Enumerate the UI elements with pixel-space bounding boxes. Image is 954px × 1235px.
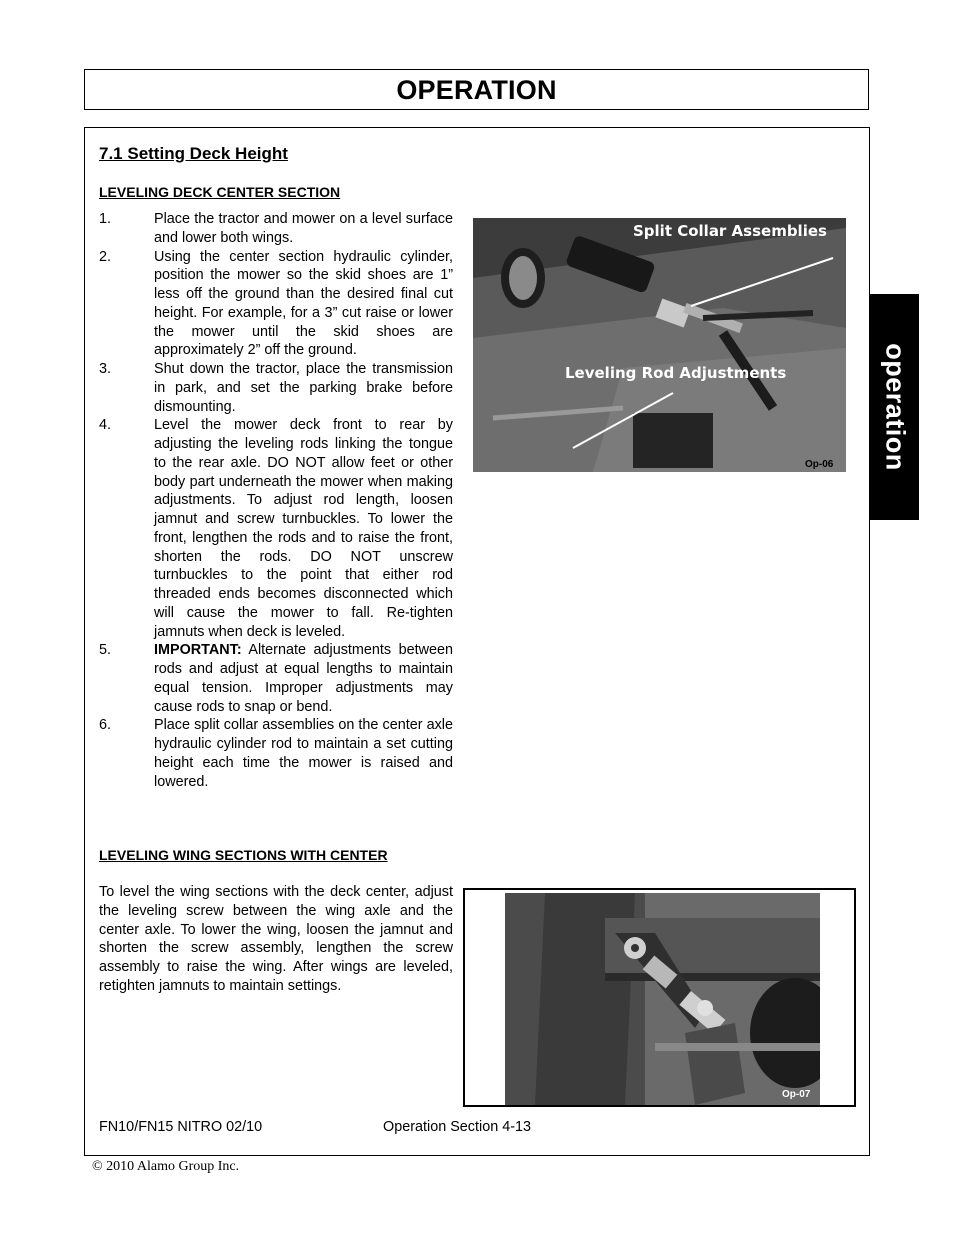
- figure-op07-code: Op-07: [782, 1089, 811, 1100]
- step-item: [99, 416, 453, 641]
- step-text: Shut down the tractor, place the transmission in park, and set the parking brake before dismounting.: [154, 361, 453, 415]
- step-text: Place the tractor and mower on a level surface and lower both wings.: [154, 211, 453, 246]
- step-text: Level the mower deck front to rear by adjusting the leveling rods linking the tongue to the rear axle. DO NOT allow feet or other body part underneath the mower when making adjustments. To adjust rod length, loosen jamnut and screw turnbuckles. To lower the front, lengthen the rods and to raise the front, shorten the rods. DO NOT unscrew turnbuckles to the point that either rod threaded ends becomes disconnected which will cause the mower to fall. Re-tighten jamnuts when deck is leveled.: [154, 417, 453, 640]
- step-item: [99, 641, 453, 716]
- step-item: [99, 360, 453, 416]
- figure-op06-photo: [473, 218, 846, 472]
- step-item: [99, 210, 453, 248]
- figure-op06-label-mid: Leveling Rod Adjustments: [565, 364, 787, 382]
- step-number: 2.: [99, 248, 112, 265]
- footer-page: Operation Section 4-13: [383, 1119, 531, 1135]
- step-text: Place split collar assemblies on the center axle hydraulic cylinder rod to maintain a set cutting height each time the mower is raised and lowered.: [154, 717, 453, 790]
- step-text: Using the center section hydraulic cylinder, position the mower so the skid shoes are 1” less off the ground than the desired final cut height. For example, for a 3” cut raise or lower the mower until the skid shoes are approximately 2” off the ground.: [154, 248, 453, 359]
- center-steps-list: [99, 210, 453, 791]
- footer-copyright: © 2010 Alamo Group Inc.: [92, 1159, 240, 1174]
- step-number: 6.: [99, 717, 112, 734]
- step-number: 4.: [99, 417, 112, 434]
- center-section-subtitle: LEVELING DECK CENTER SECTION: [99, 184, 341, 200]
- figure-op07-illustration: [505, 893, 820, 1105]
- step-number: 3.: [99, 361, 112, 377]
- footer-model: FN10/FN15 NITRO 02/10: [99, 1119, 263, 1135]
- figure-op06-label-top: Split Collar Assemblies: [633, 222, 827, 240]
- page-header-title: OPERATION: [396, 75, 557, 105]
- page-header: [84, 69, 869, 110]
- figure-op07-photo: [505, 893, 820, 1105]
- step-text: Alternate adjustments between rods and adjust at equal lengths to maintain equal tension. Improper adjustments may cause rods to snap or bend.: [154, 642, 453, 715]
- step-item: [99, 716, 453, 791]
- side-tab-operation: [870, 294, 919, 520]
- step-number: 5.: [99, 642, 112, 659]
- figure-op06-code: Op-06: [805, 459, 834, 470]
- wing-section-paragraph: To level the wing sections with the deck center, adjust the leveling screw between the wing axle and the center axle. To lower the wing, loosen the jamnut and shorten the screw assembly, lengthen the screw assembly to raise the wing. After wings are leveled, retighten jamnuts to maintain settings.: [99, 884, 453, 994]
- step-number: 1.: [99, 211, 112, 227]
- step-important-label: IMPORTANT:: [154, 642, 242, 659]
- side-tab-label: operation: [880, 343, 910, 471]
- wing-section-subtitle: LEVELING WING SECTIONS WITH CENTER: [99, 847, 388, 863]
- step-item: [99, 248, 453, 361]
- section-title: 7.1 Setting Deck Height: [99, 144, 288, 163]
- figure-op06-illustration: [473, 218, 846, 472]
